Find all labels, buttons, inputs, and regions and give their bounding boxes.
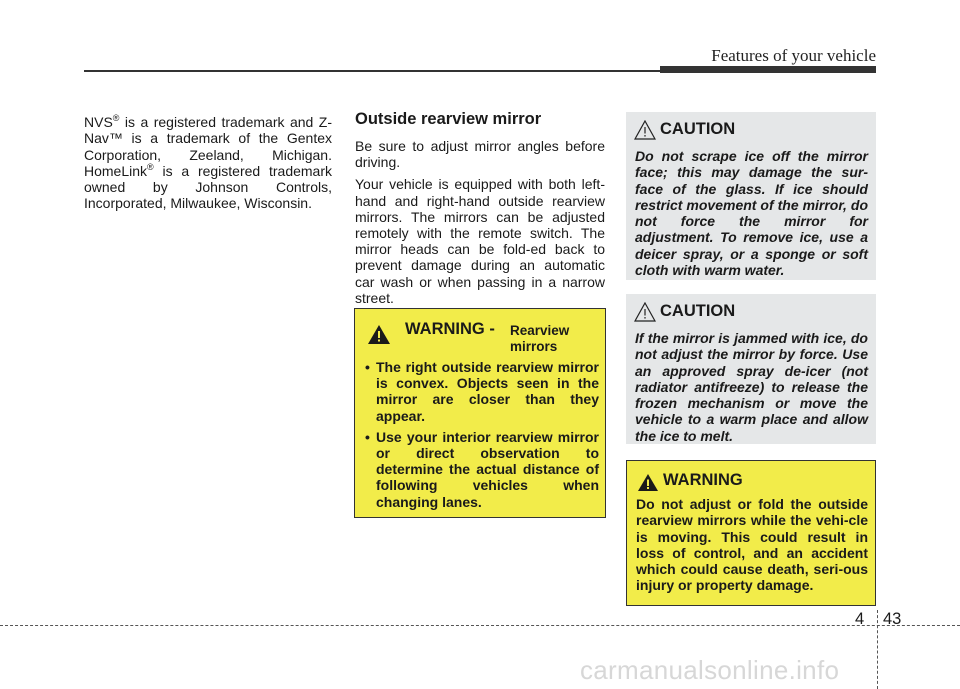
caution-text: Do not scrape ice off the mirror face; this may damage the sur-face of the glass. If ice should restrict movement of the mirror, do not force the mirror for adjustment. To remove ice, use a deicer spray, or a sponge or soft cloth with warm water. bbox=[635, 148, 868, 279]
mirror-section bbox=[355, 110, 605, 312]
caution-label: CAUTION bbox=[660, 120, 736, 138]
registered-mark: ® bbox=[112, 113, 120, 123]
section-paragraph: Your vehicle is equipped with both left-hand and right-hand outside rearview mirrors. The mirrors can be adjusted remotely with the remote switch. The mirror heads can be fold-ed back to prevent damage during an automatic car wash or when passing in a narrow street. bbox=[355, 176, 605, 306]
chapter-number: 4 bbox=[855, 610, 865, 628]
header-rule-accent bbox=[660, 66, 876, 73]
warning-box-rearview bbox=[354, 308, 606, 518]
warning-list bbox=[365, 359, 599, 515]
warning-label: WARNING bbox=[663, 471, 743, 489]
trademark-paragraph bbox=[84, 114, 332, 212]
page-number: 43 bbox=[883, 610, 902, 628]
warning-text: Do not adjust or fold the outside rearview mirrors while the vehi-cle is moving. This could result in loss of control, and an accident which could cause death, seri-ous injury or property damage. bbox=[636, 496, 868, 594]
trademark-notice bbox=[84, 114, 332, 212]
caution-triangle-icon bbox=[634, 120, 656, 140]
footer-divider bbox=[0, 625, 960, 626]
list-item: • The right outside rearview mirror is convex. Objects seen in the mirror are closer than they appear. bbox=[365, 359, 599, 424]
section-paragraph: Be sure to adjust mirror angles before driving. bbox=[355, 138, 605, 171]
warning-box-fold bbox=[626, 460, 876, 606]
warning-subtitle: Rearview mirrors bbox=[510, 323, 570, 354]
caution-box-jammed bbox=[626, 294, 876, 444]
warning-triangle-icon bbox=[367, 324, 391, 345]
watermark: carmanualsonline.info bbox=[580, 655, 840, 685]
warning-triangle-icon bbox=[637, 473, 659, 492]
caution-text: If the mirror is jammed with ice, do not adjust the mirror by force. Use an approved spray de-icer (not radiator antifreeze) to release the frozen mechanism or move the vehicle to a warm place and allow the ice to melt. bbox=[635, 330, 868, 444]
trademark-text: is a registered trademark and Z-Nav™ is a trademark of the Gentex Corporation, Zeeland, Michigan. HomeLink bbox=[84, 114, 332, 179]
list-item: • Use your interior rearview mirror or direct observation to determine the actual distance of following vehicles when changing lanes. bbox=[365, 429, 599, 510]
registered-mark: ® bbox=[147, 161, 154, 172]
homelink-text: is a registered trademark owned by Johnson Controls, Incorporated, Milwaukee, Wisconsin. bbox=[84, 162, 333, 212]
caution-triangle-icon bbox=[634, 302, 656, 322]
nvs-label: NVS bbox=[84, 114, 113, 130]
caution-box-ice bbox=[626, 112, 876, 280]
caution-label: CAUTION bbox=[660, 302, 736, 320]
footer-page-divider bbox=[877, 610, 878, 689]
warning-label: WARNING - bbox=[405, 320, 495, 338]
header-title: Features of your vehicle bbox=[711, 46, 876, 65]
section-heading: Outside rearview mirror bbox=[355, 110, 542, 128]
